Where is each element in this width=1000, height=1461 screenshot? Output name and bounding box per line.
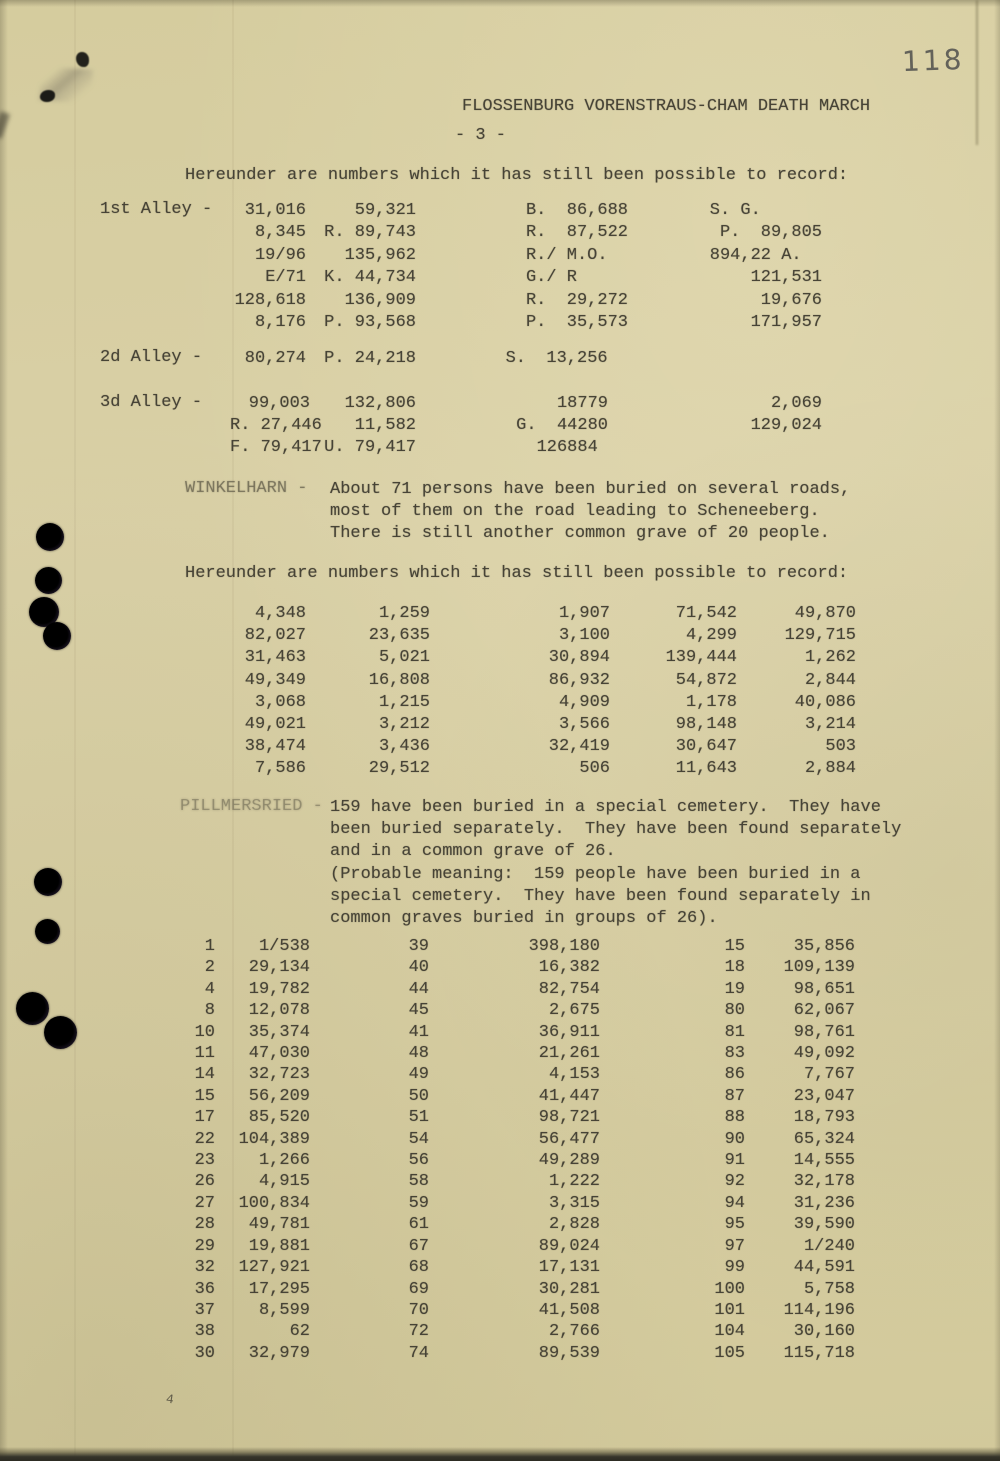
table-cell: 61 [408, 1215, 429, 1235]
table-cell: 32,178 [793, 1172, 855, 1192]
table-cell: 49,870 [794, 604, 856, 623]
table-cell: 14 [194, 1065, 215, 1085]
intro-sentence-1: Hereunder are numbers which it has still been possible to record: [185, 166, 849, 185]
table-cell: 10 [194, 1022, 215, 1042]
table-cell: 22 [194, 1129, 215, 1149]
table-cell: 44 [408, 979, 429, 999]
table-cell: 4,909 [558, 692, 610, 712]
table-cell: 88 [724, 1108, 745, 1128]
table-cell: 54 [408, 1129, 429, 1149]
table-cell: 62,067 [793, 1001, 855, 1021]
table-cell: 128,618 [234, 290, 306, 310]
table-cell: 39,590 [793, 1215, 855, 1235]
table-cell: 67 [408, 1236, 429, 1256]
table-cell: 90 [724, 1129, 745, 1149]
table-cell: 4,348 [254, 604, 306, 623]
table-cell: 14,555 [793, 1151, 855, 1171]
alley2-table [230, 348, 822, 370]
text-line: (Probable meaning: 159 people have been buried in a [330, 864, 861, 884]
table-cell: 398,180 [528, 937, 600, 956]
table-cell: 23 [194, 1151, 215, 1171]
table-cell: 8,345 [254, 223, 306, 243]
table-cell: 104,389 [238, 1129, 310, 1149]
table-cell: 127,921 [238, 1258, 310, 1278]
table-cell: 28 [194, 1215, 215, 1235]
table-cell: 36,911 [538, 1022, 600, 1042]
table-cell: 1,907 [558, 604, 610, 623]
table-cell: 19,676 [760, 290, 822, 310]
table-cell: R. 87,522 [525, 223, 628, 243]
table-cell: 21,261 [538, 1044, 600, 1064]
table-cell: R. 29,272 [525, 290, 628, 310]
text-line: most of them on the road leading to Scheneeberg. [330, 502, 820, 522]
table-cell: 80 [724, 1001, 745, 1021]
alley3-label: 3d Alley - [100, 393, 203, 412]
scan-right-edge [994, 0, 1000, 1461]
table-cell: 8,176 [254, 313, 306, 333]
table-cell: 16,382 [538, 958, 600, 978]
document-title: FLOSSENBURG VORENSTRAUS-CHAM DEATH MARCH [462, 97, 871, 116]
table-cell: 41,447 [538, 1086, 600, 1106]
table-cell: 2 [204, 958, 215, 978]
table-cell: 71,542 [675, 604, 737, 623]
table-cell: R./ M.O. [525, 245, 628, 265]
table-cell: 80,274 [244, 349, 306, 368]
table-cell: 4,915 [258, 1172, 310, 1192]
table-cell: S. G. [709, 201, 822, 220]
table-cell: 86,932 [548, 670, 610, 690]
table-cell: E/71 [265, 268, 306, 288]
table-cell: G./ R [525, 268, 628, 288]
scan-streak [74, 0, 76, 1461]
table-cell: 40 [408, 958, 429, 978]
hole-punch [43, 622, 71, 650]
table-cell: 2,828 [548, 1215, 600, 1235]
table-cell: 104 [714, 1322, 745, 1342]
table-cell: 32,419 [548, 737, 610, 757]
table-cell: 3,315 [548, 1193, 600, 1213]
page-marker: - 3 - [455, 126, 507, 145]
table-cell: 17 [194, 1108, 215, 1128]
table-cell: 8,599 [258, 1300, 310, 1320]
table-cell: 56,477 [538, 1129, 600, 1149]
table-cell: 47,030 [248, 1044, 310, 1064]
table-cell [628, 348, 822, 370]
intro-sentence-2: Hereunder are numbers which it has still been possible to record: [185, 564, 849, 583]
table-cell: 32,979 [248, 1343, 310, 1363]
table-cell: 1 [204, 937, 215, 956]
table-cell: 98,761 [793, 1022, 855, 1042]
table-cell: 1/538 [258, 937, 310, 956]
hole-punch [36, 523, 64, 551]
table-cell: 31,236 [793, 1193, 855, 1213]
table-cell: R. 27,446 [230, 416, 322, 435]
table-cell: 32 [194, 1258, 215, 1278]
table-cell: 99 [724, 1258, 745, 1278]
table-cell: 59 [408, 1193, 429, 1213]
winkelharn-paragraph [330, 479, 850, 546]
table-cell: 105 [714, 1343, 745, 1363]
table-cell: 38,474 [244, 737, 306, 757]
table-cell: P. 93,568 [324, 313, 416, 333]
hole-punch [35, 567, 62, 594]
table-cell: 49,021 [244, 715, 306, 735]
table-cell: 97 [724, 1236, 745, 1256]
table-cell: 35,374 [248, 1022, 310, 1042]
table-cell: 86 [724, 1065, 745, 1085]
table-cell: 56 [408, 1151, 429, 1171]
pencil-mark: 4 [164, 1391, 175, 1408]
table-cell: 3,214 [804, 715, 856, 735]
table-cell: 30 [194, 1343, 215, 1363]
table-cell: 48 [408, 1044, 429, 1064]
table-cell: 171,957 [750, 313, 822, 333]
table-cell: 101 [714, 1300, 745, 1320]
table-cell: 30,647 [675, 737, 737, 757]
table-cell: 19,881 [248, 1236, 310, 1256]
table-cell: P. 89,805 [719, 223, 822, 243]
table-cell: 70 [408, 1300, 429, 1320]
table-cell: 11 [194, 1044, 215, 1064]
table-cell: 51 [408, 1108, 429, 1128]
table-cell: 18 [724, 958, 745, 978]
table-cell: 109,139 [783, 958, 855, 978]
table-cell: G. 44280 [516, 416, 608, 435]
table-cell: 87 [724, 1086, 745, 1106]
table-cell: 59,321 [354, 201, 416, 220]
table-cell: 74 [408, 1343, 429, 1363]
page-number: 118 [901, 42, 966, 79]
table-cell: 2,844 [804, 670, 856, 690]
table-cell: 135,962 [344, 245, 416, 265]
table-cell: 16,808 [368, 670, 430, 690]
table-cell: 15 [194, 1086, 215, 1106]
table-cell: 132,806 [344, 394, 416, 413]
text-line: common graves buried in groups of 26). [330, 909, 718, 929]
table-cell: F. 79,417 [230, 438, 322, 457]
table-cell: 1,178 [685, 692, 737, 712]
table-cell: 8 [204, 1001, 215, 1021]
table-cell: 62 [289, 1322, 310, 1342]
table-cell: K. 44,734 [324, 268, 416, 288]
table-cell: 30,160 [793, 1322, 855, 1342]
table-cell: 7,586 [254, 759, 306, 779]
table-cell: 129,024 [750, 416, 822, 435]
table-cell: P. 24,218 [324, 349, 416, 368]
table-cell: 91 [724, 1151, 745, 1171]
table-cell: S. 13,256 [505, 349, 628, 368]
table-cell: 894,22 A. [709, 245, 822, 265]
table-cell: 19/96 [254, 245, 306, 265]
pillmersried-paragraph [330, 797, 901, 930]
hole-punch [35, 919, 60, 944]
table-cell: 38 [194, 1322, 215, 1342]
table-cell: 49,349 [244, 670, 306, 690]
hole-punch [34, 868, 62, 896]
text-line: been buried separately. They have been found separately [330, 820, 902, 840]
table-cell: 23,047 [793, 1086, 855, 1106]
table-cell: 1,215 [378, 692, 430, 712]
table-cell: 98,651 [793, 979, 855, 999]
table-cell: 3,436 [378, 737, 430, 757]
table-cell: 31,016 [244, 201, 306, 220]
table-cell: R. 89,743 [324, 223, 416, 243]
table-cell: 82,754 [538, 979, 600, 999]
table-cell: 54,872 [675, 670, 737, 690]
table-cell: 83 [724, 1044, 745, 1064]
paper-crease [976, 0, 978, 145]
table-cell: 126884 [536, 438, 608, 457]
table-cell: 69 [408, 1279, 429, 1299]
table-cell: 68 [408, 1258, 429, 1278]
table-cell: 23,635 [368, 626, 430, 646]
pillmersried-label: PILLMERSRIED - [180, 797, 323, 816]
table-cell: 3,068 [254, 692, 306, 712]
table-cell: 17,295 [248, 1279, 310, 1299]
table-cell: 40,086 [794, 692, 856, 712]
table-cell [608, 437, 822, 459]
table-cell: 7,767 [803, 1065, 855, 1085]
table-cell: 5,758 [803, 1279, 855, 1299]
table-cell: 15 [724, 937, 745, 956]
table-cell: 29,134 [248, 958, 310, 978]
table-cell: 85,520 [248, 1108, 310, 1128]
table-cell: 114,196 [783, 1300, 855, 1320]
winkelharn-numbers-table [210, 603, 856, 781]
table-cell: 2,675 [548, 1001, 600, 1021]
table-cell: B. 86,688 [525, 201, 628, 220]
alley1-label: 1st Alley - [100, 200, 213, 219]
table-cell: 129,715 [784, 626, 856, 646]
table-cell: 50 [408, 1086, 429, 1106]
scan-bottom-edge [0, 1447, 1000, 1461]
table-cell: 3,100 [558, 626, 610, 646]
table-cell: 45 [408, 1001, 429, 1021]
table-cell: 1,222 [548, 1172, 600, 1192]
table-cell: 27 [194, 1193, 215, 1213]
table-cell: 49 [408, 1065, 429, 1085]
hole-punch [44, 1016, 77, 1049]
text-line: There is still another common grave of 20 people. [330, 524, 830, 544]
table-cell: 17,131 [538, 1258, 600, 1278]
table-cell: 503 [825, 737, 856, 757]
table-cell: 1,262 [804, 648, 856, 668]
table-cell: 89,539 [538, 1343, 600, 1363]
table-cell: 121,531 [750, 268, 822, 288]
table-cell: 26 [194, 1172, 215, 1192]
table-cell: 98,721 [538, 1108, 600, 1128]
table-cell: 35,856 [793, 937, 855, 956]
table-cell: 49,092 [793, 1044, 855, 1064]
table-cell: 29,512 [368, 759, 430, 779]
ink-smudge-dot [76, 52, 89, 67]
numbered-list-table [170, 936, 855, 1364]
table-cell: 115,718 [783, 1343, 855, 1363]
table-cell: 19 [724, 979, 745, 999]
table-cell: 1/240 [803, 1236, 855, 1256]
table-cell: 100 [714, 1279, 745, 1299]
table-cell: 11,643 [675, 759, 737, 779]
table-cell: 30,894 [548, 648, 610, 668]
table-cell: 41 [408, 1022, 429, 1042]
scan-top-edge [0, 0, 1000, 7]
table-cell: 39 [408, 937, 429, 956]
table-cell: 1,266 [258, 1151, 310, 1171]
table-cell: 4,153 [548, 1065, 600, 1085]
winkelharn-label: WINKELHARN - [185, 479, 308, 498]
table-cell: 506 [579, 759, 610, 779]
alley2-label: 2d Alley - [100, 348, 203, 367]
table-cell: 12,078 [248, 1001, 310, 1021]
alley1-table [230, 200, 822, 334]
table-cell: 58 [408, 1172, 429, 1192]
table-cell: 36 [194, 1279, 215, 1299]
table-cell: 139,444 [665, 648, 737, 668]
table-cell: 1,259 [378, 604, 430, 623]
table-cell: 37 [194, 1300, 215, 1320]
table-cell: 5,021 [378, 648, 430, 668]
table-cell: 81 [724, 1022, 745, 1042]
table-cell: U. 79,417 [324, 438, 416, 457]
table-cell: 4 [204, 979, 215, 999]
table-cell: 136,909 [344, 290, 416, 310]
table-cell: 49,289 [538, 1151, 600, 1171]
table-cell: 2,884 [804, 759, 856, 779]
alley3-table [230, 393, 822, 459]
table-cell: 11,582 [354, 416, 416, 435]
table-cell: 2,766 [548, 1322, 600, 1342]
table-cell: 82,027 [244, 626, 306, 646]
table-cell: 92 [724, 1172, 745, 1192]
table-cell: 89,024 [538, 1236, 600, 1256]
table-cell: 3,212 [378, 715, 430, 735]
table-cell: 72 [408, 1322, 429, 1342]
scan-left-edge [0, 0, 8, 1461]
table-cell: 30,281 [538, 1279, 600, 1299]
table-cell: 2,069 [770, 394, 822, 413]
table-cell: 65,324 [793, 1129, 855, 1149]
table-cell: 31,463 [244, 648, 306, 668]
table-cell: 95 [724, 1215, 745, 1235]
table-cell: 18779 [556, 394, 608, 413]
table-cell: 32,723 [248, 1065, 310, 1085]
table-cell: 98,148 [675, 715, 737, 735]
table-cell: 3,566 [558, 715, 610, 735]
table-cell: 56,209 [248, 1086, 310, 1106]
hole-punch [16, 992, 49, 1025]
table-cell: 18,793 [793, 1108, 855, 1128]
table-cell: 41,508 [538, 1300, 600, 1320]
text-line: 159 have been buried in a special cemetery. They have [330, 798, 881, 817]
table-cell: 100,834 [238, 1193, 310, 1213]
table-cell: 94 [724, 1193, 745, 1213]
text-line: and in a common grave of 26. [330, 842, 616, 862]
table-cell: 4,299 [685, 626, 737, 646]
text-line: About 71 persons have been buried on several roads, [330, 480, 851, 499]
table-cell: 29 [194, 1236, 215, 1256]
table-cell: P. 35,573 [525, 313, 628, 333]
table-cell: 49,781 [248, 1215, 310, 1235]
table-cell: 99,003 [248, 394, 310, 413]
text-line: special cemetery. They have been found separately in [330, 886, 871, 906]
table-cell: 44,591 [793, 1258, 855, 1278]
table-cell: 19,782 [248, 979, 310, 999]
